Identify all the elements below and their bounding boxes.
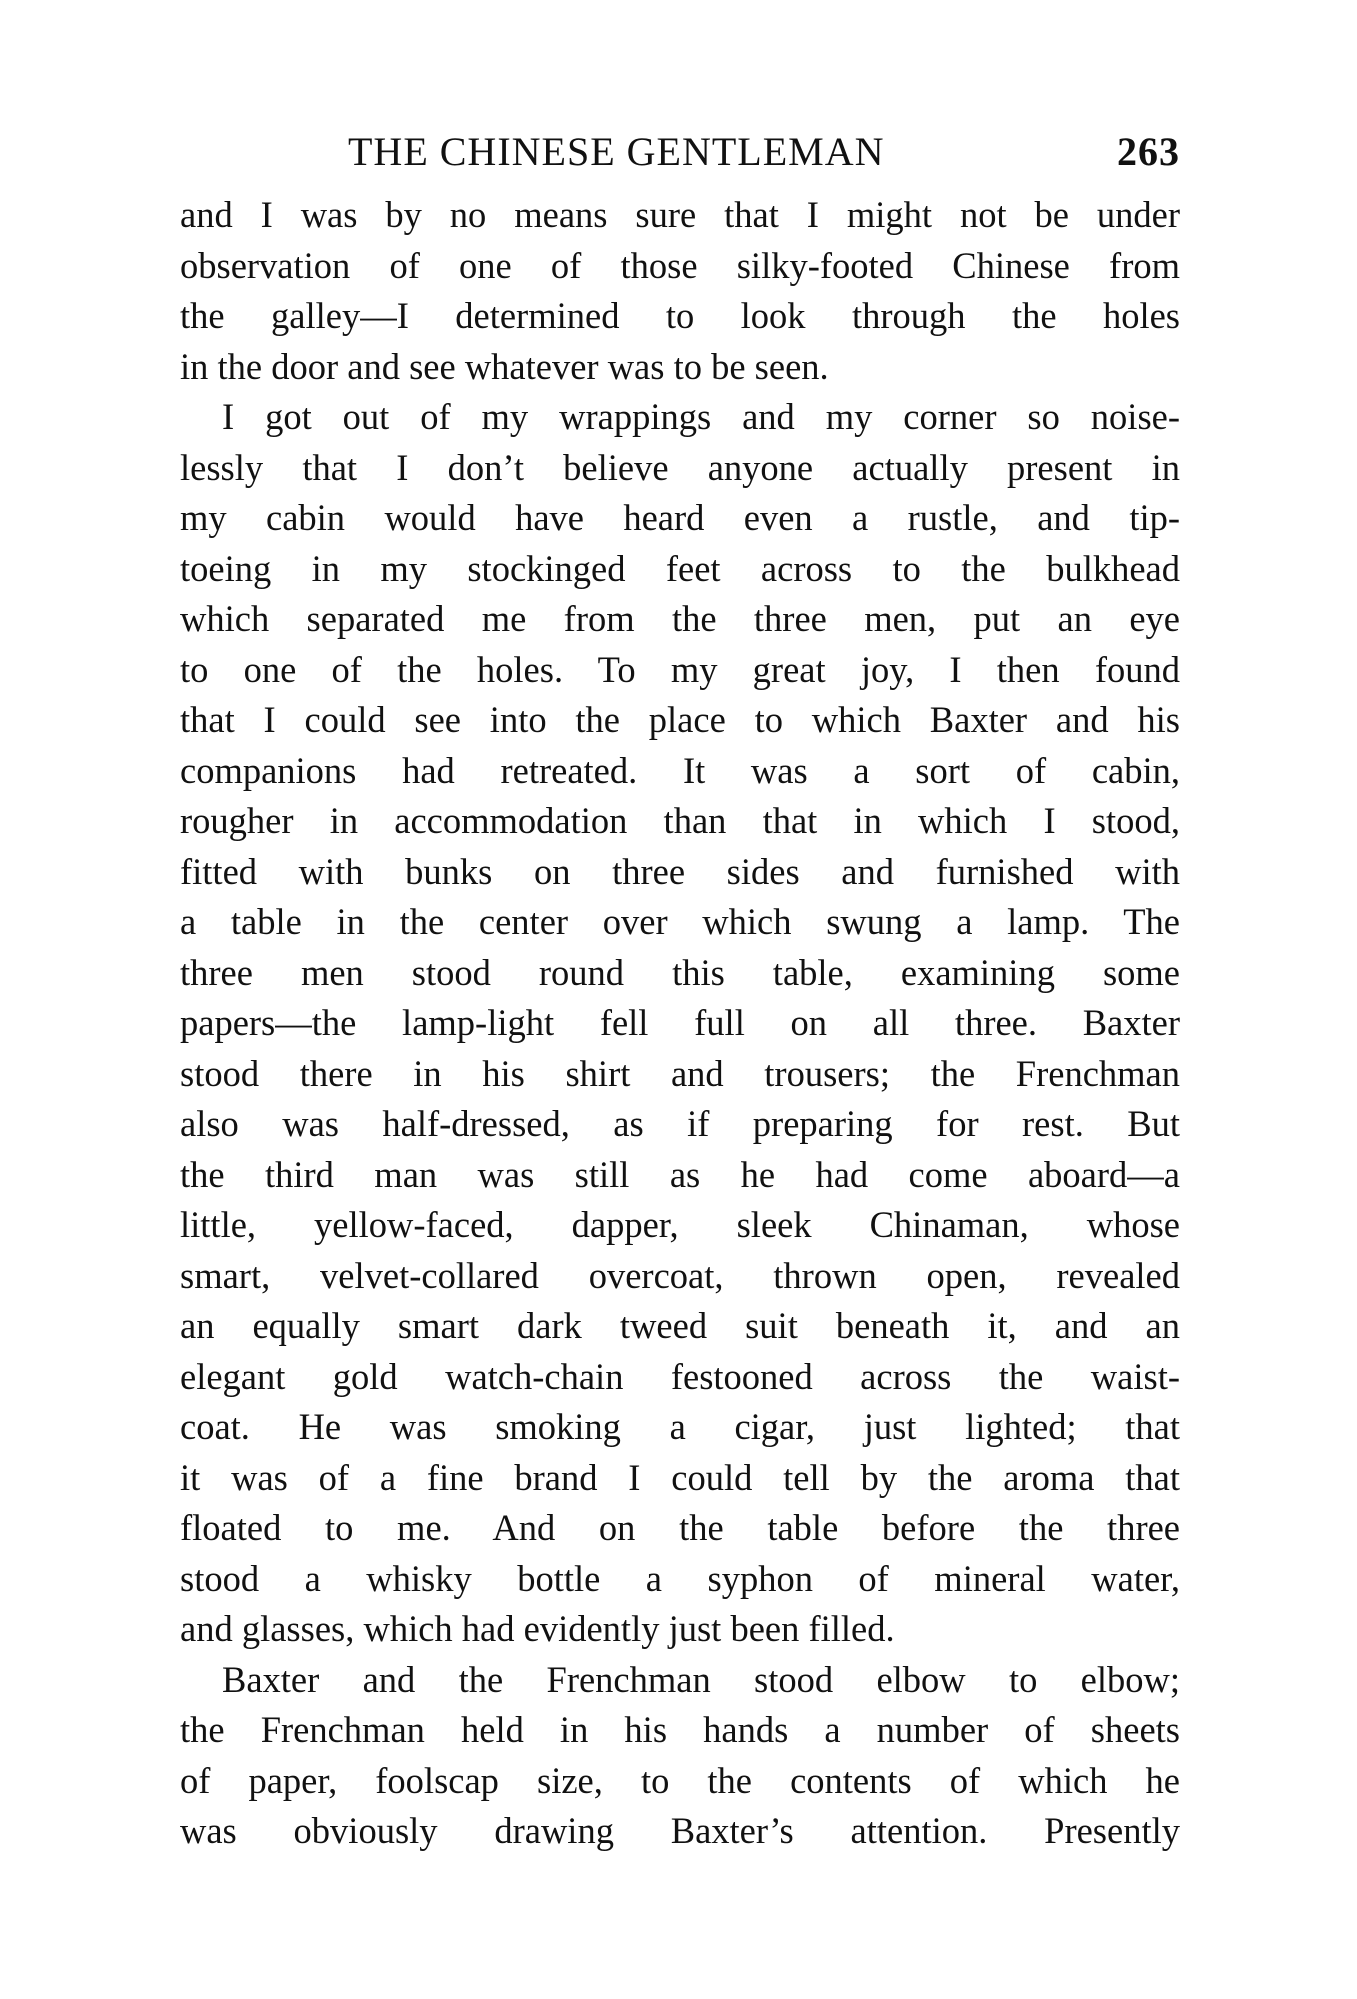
text-line: floated to me. And on the table before the three	[180, 1507, 1180, 1548]
text-line: smart, velvet-collared overcoat, thrown open, revealed	[180, 1254, 1180, 1296]
text-line: the third man was still as he had come aboard—a	[180, 1153, 1180, 1195]
text-line: also was half-dressed, as if preparing for rest. But	[180, 1103, 1180, 1144]
text-line: fitted with bunks on three sides and furnished with	[180, 850, 1180, 892]
text-line: Baxter and the Frenchman stood elbow to elbow;	[222, 1658, 1180, 1700]
running-head	[180, 124, 1180, 180]
text-line: companions had retreated. It was a sort of cabin,	[180, 749, 1180, 791]
text-line: stood a whisky bottle a syphon of mineral water,	[180, 1557, 1180, 1599]
text-line: it was of a fine brand I could tell by the aroma that	[180, 1456, 1180, 1498]
running-head-title: THE CHINESE GENTLEMAN	[348, 129, 885, 174]
text-line: three men stood round this table, examining some	[180, 951, 1180, 993]
text-line: papers—the lamp-light fell full on all three. Baxter	[180, 1002, 1180, 1043]
text-line: my cabin would have heard even a rustle, and tip-	[180, 497, 1180, 538]
text-line: I got out of my wrappings and my corner so noise-	[222, 396, 1180, 437]
text-line: and I was by no means sure that I might not be under	[180, 194, 1180, 235]
text-line: lessly that I don’t believe anyone actually present in	[180, 446, 1180, 488]
page-number: 263	[1117, 129, 1180, 174]
text-line: coat. He was smoking a cigar, just lighted; that	[180, 1406, 1180, 1447]
text-line: in the door and see whatever was to be seen.	[180, 345, 829, 387]
text-line: and glasses, which had evidently just been filled.	[180, 1608, 895, 1649]
body-text	[180, 190, 1180, 1857]
text-line: toeing in my stockinged feet across to the bulkhead	[180, 547, 1180, 589]
text-line: the Frenchman held in his hands a number of sheets	[180, 1709, 1180, 1750]
text-line: which separated me from the three men, put an eye	[180, 598, 1180, 639]
text-line: elegant gold watch-chain festooned across the waist-	[180, 1355, 1180, 1397]
text-line: the galley—I determined to look through the holes	[180, 295, 1180, 336]
text-line: that I could see into the place to which Baxter and his	[180, 699, 1180, 740]
text-line: was obviously drawing Baxter’s attention. Presently	[180, 1810, 1180, 1851]
text-line: a table in the center over which swung a lamp. The	[180, 901, 1180, 942]
text-line: an equally smart dark tweed suit beneath it, and an	[180, 1305, 1180, 1346]
text-line: of paper, foolscap size, to the contents of which he	[180, 1759, 1180, 1801]
text-line: stood there in his shirt and trousers; the Frenchman	[180, 1052, 1180, 1094]
text-line: observation of one of those silky-footed Chinese from	[180, 244, 1180, 286]
text-line: to one of the holes. To my great joy, I then found	[180, 648, 1180, 690]
text-line: rougher in accommodation than that in which I stood,	[180, 800, 1180, 841]
text-line: little, yellow-faced, dapper, sleek Chinaman, whose	[180, 1204, 1180, 1245]
